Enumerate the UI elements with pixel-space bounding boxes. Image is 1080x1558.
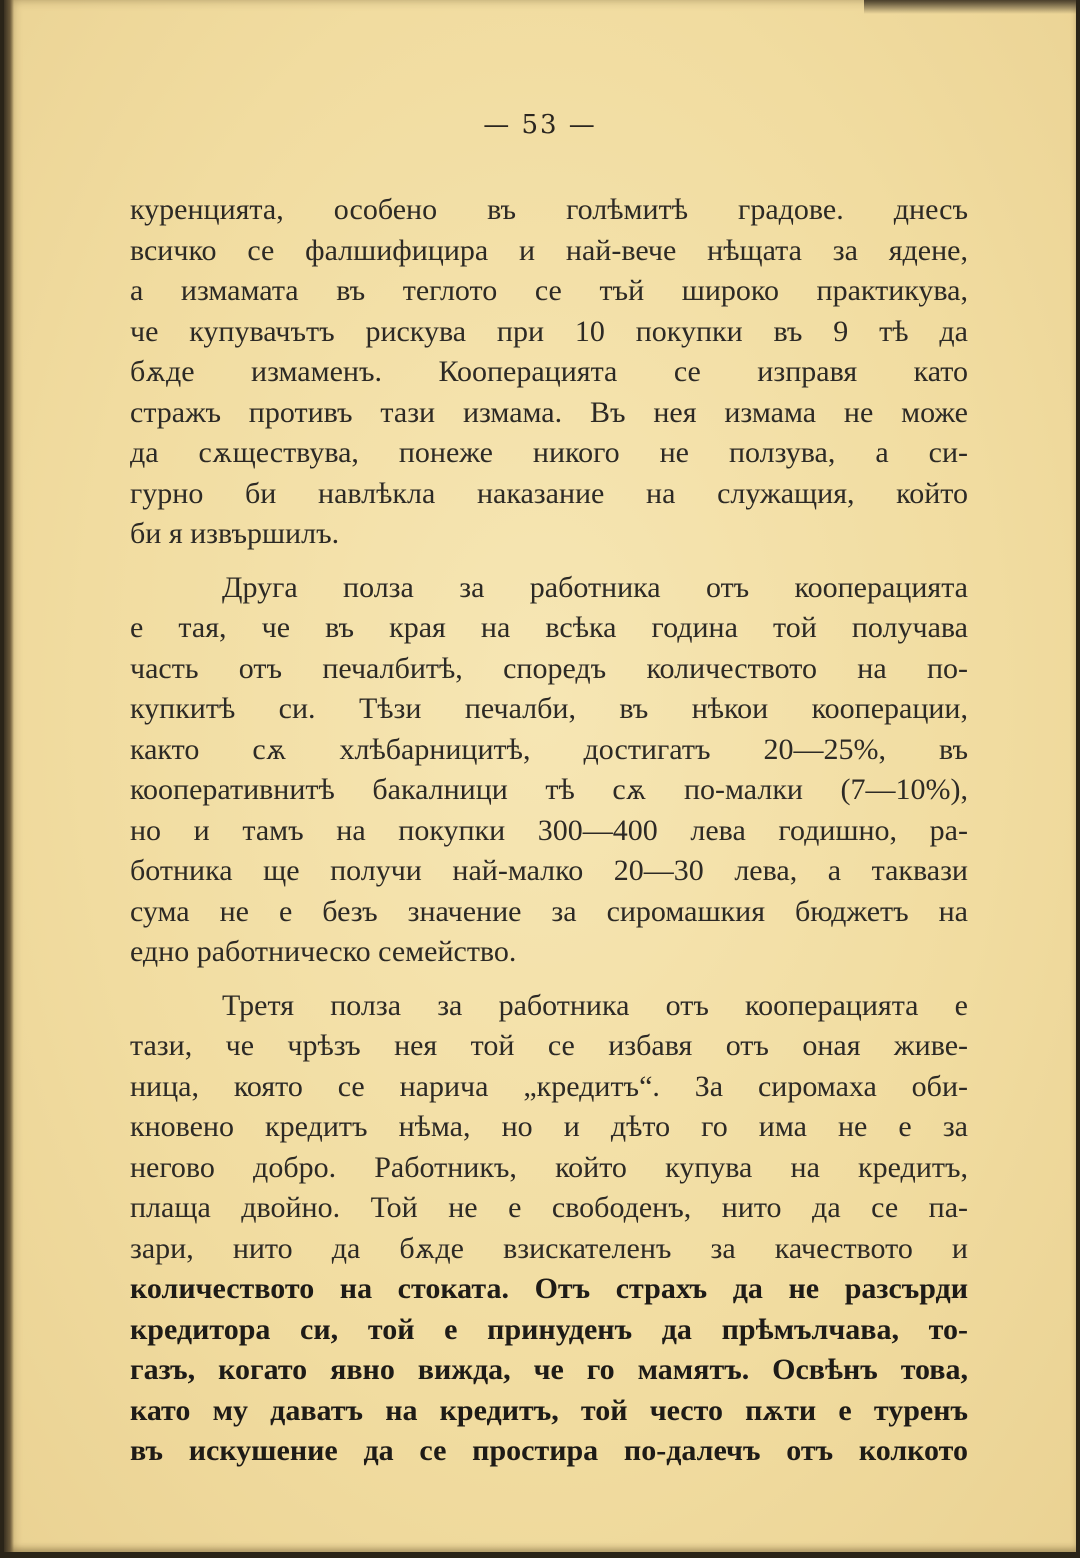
text-line: едно работническо семейство. xyxy=(130,935,517,968)
text-line: бѫде измаменъ. Кооперацията се изправя като xyxy=(130,355,968,388)
page-top-edge-shadow xyxy=(864,0,1076,14)
page-number: — 53 — xyxy=(483,110,597,140)
text-line: да сѫществува, понеже никого не ползува, а си- xyxy=(130,436,968,469)
body-text xyxy=(130,190,968,1472)
text-line: плаща двойно. Той не е свободенъ, нито да се па- xyxy=(130,1191,968,1224)
text-line: тази, че чрѣзъ нея той се избавя отъ оная живе- xyxy=(130,1029,968,1062)
text-line: би я извършилъ. xyxy=(130,517,340,550)
text-line: че купувачътъ рискува при 10 покупки въ 9 тѣ да xyxy=(130,314,968,348)
text-line: газъ, когато явно вижда, че го мамятъ. Освѣнъ това, xyxy=(130,1353,968,1386)
text-line: купкитѣ си. Тѣзи печалби, въ нѣкои кооперации, xyxy=(130,692,968,725)
text-line: негово добро. Работникъ, който купува на кредитъ, xyxy=(130,1150,968,1184)
text-line: гурно би навлѣкла наказание на служащия, който xyxy=(130,476,968,510)
text-line: кооперативнитѣ бакалници тѣ сѫ по-малки (7—10%), xyxy=(130,773,968,806)
page-binding-shadow xyxy=(4,0,14,1552)
text-line: кредитора си, той е принуденъ да прѣмълчава, то- xyxy=(130,1312,968,1346)
text-line: всичко се фалшифицира и най-вече нѣщата за ядене, xyxy=(130,233,968,267)
text-line: както сѫ хлѣбарницитѣ, достигатъ 20—25%, въ xyxy=(130,732,968,766)
text-line: ботника ще получи най-малко 20—30 лева, а таквази xyxy=(130,854,968,887)
text-line: кновено кредитъ нѣма, но и дѣто го има не е за xyxy=(130,1110,968,1143)
text-line: но и тамъ на покупки 300—400 лева годишно, ра- xyxy=(130,813,968,847)
book-page xyxy=(4,0,1076,1552)
text-line: количеството на стоката. Отъ страхъ да не разсърди xyxy=(130,1272,968,1305)
text-line: стражъ противъ тази измама. Въ нея измама не може xyxy=(130,395,968,429)
text-line: Третя полза за работника отъ кооперацията е xyxy=(222,988,968,1022)
paragraph-1 xyxy=(130,190,968,555)
text-line: часть отъ печалбитѣ, споредъ количеството на по- xyxy=(130,651,968,685)
text-line: а измамата въ теглото се тъй широко практикува, xyxy=(130,274,968,307)
text-line: куренцията, особено въ голѣмитѣ градове. днесъ xyxy=(130,193,968,226)
paragraph-3 xyxy=(130,986,968,1472)
text-line: зари, нито да бѫде взискателенъ за качеството и xyxy=(130,1231,968,1265)
text-line: ница, която се нарича „кредитъ“. За сиромаха оби- xyxy=(130,1069,968,1103)
text-line: въ искушение да се простира по-далечъ отъ колкото xyxy=(130,1434,968,1467)
text-line: е тая, че въ края на всѣка година той получава xyxy=(130,611,968,644)
text-line: Друга полза за работника отъ кооперацията xyxy=(222,570,968,604)
text-line: като му даватъ на кредитъ, той често пѫти е туренъ xyxy=(130,1393,968,1427)
text-line: сума не е безъ значение за сиромашкия бюджетъ на xyxy=(130,894,968,928)
paragraph-2 xyxy=(130,568,968,973)
